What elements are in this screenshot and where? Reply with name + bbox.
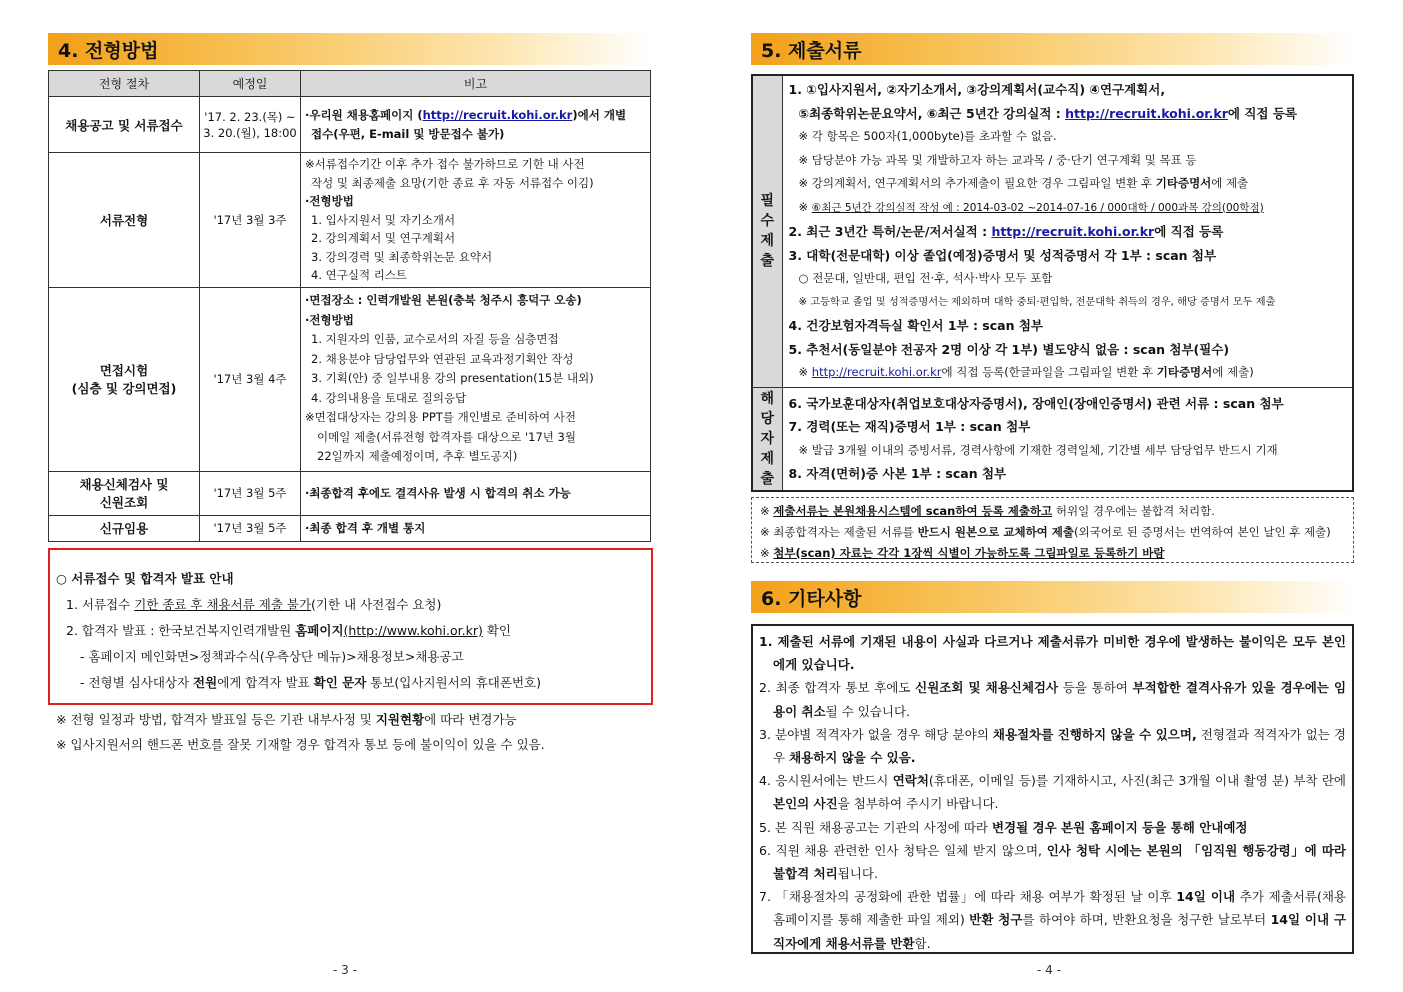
date-cell: '17년 3월 5주 [200,515,301,541]
doc-text: 기타증명서 [1155,176,1212,190]
doc-text: ⑥최근 5년간 강의실적 작성 예 : 2014-03-02 ~2014-07-16 / 000대학 / 000과목 강의(00학점) [811,201,1264,214]
misc-text: 함. [914,935,931,951]
misc-text: 채용하지 않을 수 있음. [789,750,916,766]
date-cell: '17년 3월 5주 [200,471,301,515]
step-cell: 서류전형 [49,153,200,288]
note-text: ※ [760,504,774,518]
method-item: 4. 연구실적 리스트 [311,268,408,282]
notice-item [56,618,641,644]
conditional-label-text: 해당자제출 [760,390,775,487]
doc-note: ※ 각 항목은 500자(1,000byte)를 초과할 수 없음. [798,129,1057,143]
recruit-link[interactable]: http://recruit.kohi.or.kr [422,107,573,122]
method-item: 3. 강의경력 및 최종학위논문 요약서 [311,249,493,264]
announcement-notice-box [48,548,653,705]
note-cell [301,287,651,471]
step-line: 채용신체검사 및 [79,477,169,492]
misc-text: 를 하여야 하며, 반환요청을 청구한 날로부터 [1022,912,1271,928]
conditional-label [752,387,782,491]
method-item: 2. 채용분야 담당업무와 연관된 교육과정기획안 작성 [311,351,574,366]
doc-item: 1. ①입사지원서, ②자기소개서, ③강의계획서(교수직) ④연구계획서, [788,82,1166,97]
table-row [49,287,651,471]
doc-note: ※ 발급 3개월 이내의 증빙서류, 경력사항에 기재한 경력일체, 기간별 세부 담당업무 반드시 기재 [798,442,1278,457]
note-cell: ·최종합격 후에도 결격사유 발생 시 합격의 취소 가능 [301,471,651,515]
doc-item: 3. 대학(전문대학) 이상 졸업(예정)증명서 및 성적증명서 각 1부 : scan 첨부 [788,247,1217,263]
note-text: 제출서류는 본원채용시스템에 scan하여 등록 제출하고 [773,504,1053,518]
doc-text: 에 직접 등록 [1227,105,1297,121]
date-line: '17. 2. 23.(목) ~ [204,109,296,124]
doc-text: ※ [798,365,812,379]
misc-text: 인사 청탁 시에는 본원의 「임직원 행동강령」에 따라 불합격 처리 [773,842,1346,882]
footnote-text: ※ 전형 일정과 방법, 합격자 발표일 등은 기관 내부사정 및 [56,712,376,727]
method-item: 1. 지원자의 인품, 교수로서의 자질 등을 심층면접 [311,332,559,347]
date-cell [200,97,301,153]
method-item: 2. 강의계획서 및 연구계획서 [311,231,456,245]
date-line: 3. 20.(월), 18:00 [203,125,297,140]
misc-text: (휴대폰, 이메일 등)를 기재하시고, 사진(최근 3개월 이내 촬영 분) 부착 란에 [928,773,1346,789]
table-row [49,471,651,515]
required-docs-cell [782,75,1353,387]
step-cell [49,471,200,515]
doc-text: 2. 최근 3년간 특허/논문/저서실적 : [788,224,992,239]
step-line: 신원조회 [99,495,149,510]
doc-item [789,102,1347,126]
misc-item [759,769,1346,815]
method-item: 4. 강의내용을 토대로 질의응답 [311,390,467,405]
section-title-misc: 6. 기타사항 [751,581,1354,613]
notice-text: 전원 [193,675,218,690]
notice-text: 통보(입사지원서의 휴대폰번호) [366,675,541,690]
misc-text: 신원조회 및 채용신체검사 [915,680,1059,696]
misc-text: 14일 이내 [1176,889,1236,905]
misc-item [759,723,1346,769]
note-text: (외국어로 된 증명서는 번역하여 본인 날인 후 제출) [1074,525,1331,539]
col-header-step: 전형 절차 [49,71,200,97]
recruit-link[interactable]: http://recruit.kohi.or.kr [991,224,1155,239]
method-title: ·전형방법 [305,194,354,208]
recruit-link[interactable]: http://recruit.kohi.or.kr [1065,105,1228,121]
notice-text: 확인 문자 [313,675,367,690]
method-item: 1. 입사지원서 및 자기소개서 [311,212,456,227]
doc-note [789,172,1347,196]
submission-note-box [751,497,1354,563]
section-title-selection-method: 4. 전형방법 [48,33,651,65]
doc-text: 기타증명서 [1156,365,1213,379]
notice-text: (기한 내 사전접수 요청) [311,597,442,612]
step-line: 면접시험 [99,363,149,378]
date-cell: '17년 3월 4주 [200,287,301,471]
note-text: ·면접장소 : 인력개발원 본원(충북 청주시 흥덕구 오송) [305,293,582,308]
table-row [49,515,651,541]
misc-text: 본인의 사진 [773,796,838,812]
notice-text: 에게 합격자 발표 [217,675,314,690]
doc-item: 8. 자격(면허)증 사본 1부 : scan 첨부 [788,466,1007,482]
misc-text: 됩니다. [837,866,878,882]
misc-text: 4. 응시원서에는 반드시 [759,773,893,789]
misc-items-box [751,624,1354,954]
notice-text: 2. 합격자 발표 : 한국보건복지인력개발원 [66,623,296,638]
doc-text: 에 직접 등록(한글파일을 그림파일 변환 후 [941,365,1157,379]
doc-note [789,196,1347,221]
footnote-text: 지원현황 [375,712,425,727]
table-row [49,97,651,153]
table-header-row [49,71,651,97]
page-number: - 4 - [1037,963,1061,977]
required-docs-row [752,75,1353,387]
doc-note: ※ 담당분야 가능 과목 및 개발하고자 하는 교과목 / 중·단기 연구계획 및 목표 등 [798,152,1197,167]
doc-note: ○ 전문대, 일반대, 편입 전·후, 석사·박사 모두 포함 [798,271,1053,285]
notice-subitem: - 홈페이지 메인화면>정책과수식(우측상단 메뉴)>채용정보>채용공고 [80,649,464,664]
method-item: 3. 기획(안) 중 일부내용 강의 presentation(15분 내외) [311,371,594,386]
footnote: ※ 입사지원서의 핸드폰 번호를 잘못 기재할 경우 합격자 통보 등에 불이익이 있을 수 있음. [56,737,545,752]
page-4 [701,0,1403,992]
date-cell: '17년 3월 3주 [200,153,301,288]
required-label [752,75,782,387]
note-text: 접수(우편, E-mail 및 방문접수 불가) [311,126,505,141]
submission-note [760,501,1345,522]
note-text: ※ [760,546,774,560]
doc-item: 4. 건강보험자격득실 확인서 1부 : scan 첨부 [788,318,1043,333]
misc-text: 채용절차를 진행하지 않을 수 있으며, [992,726,1197,742]
required-label-text: 필수제출 [760,193,775,270]
misc-text: 5. 본 직원 채용공고는 기관의 사정에 따라 [759,819,992,835]
misc-text: 변경될 경우 본원 홈페이지 등을 통해 안내예정 [991,819,1248,835]
note-cell: ·최종 합격 후 개별 통지 [301,515,651,541]
page-number: - 3 - [333,963,357,977]
note-text: ※면접대상자는 강의용 PPT를 개인별로 준비하여 사전 [305,410,576,425]
recruit-link[interactable]: http://recruit.kohi.or.kr [811,365,942,379]
footnote-text: 에 따라 변경가능 [424,712,517,727]
conditional-docs-cell [782,387,1353,491]
notice-title: ○ 서류접수 및 합격자 발표 안내 [56,571,234,586]
notice-text: - 전형별 심사대상자 [80,675,194,690]
notice-text: 1. 서류접수 [66,597,135,612]
section-title-documents: 5. 제출서류 [751,33,1354,65]
doc-text: 에 직접 등록 [1154,224,1224,239]
footnote [56,710,517,728]
doc-text: ⑤최종학위논문요약서, ⑥최근 5년간 강의실적 : [798,105,1066,121]
doc-text: 에 제출) [1212,365,1254,379]
misc-text: 등을 통하여 [1058,680,1133,696]
doc-item: 5. 추천서(동일분야 전공자 2명 이상 각 1부) 별도양식 없음 : scan 첨부(필수) [788,341,1230,357]
misc-item [759,839,1346,885]
misc-text: 6. 직원 채용 관련한 인사 청탁은 일체 받지 않으며, [759,842,1047,858]
misc-item: 1. 제출된 서류에 기재된 내용이 사실과 다르거나 제출서류가 미비한 경우에 발생하는 불이익은 모두 본인에게 있습니다. [759,634,1346,673]
col-header-date: 예정일 [200,71,301,97]
notice-text: 홈페이지 [295,623,344,638]
note-text: 허위일 경우에는 불합격 처리함. [1052,504,1215,518]
step-cell: 채용공고 및 서류접수 [49,97,200,153]
step-cell [49,287,200,471]
doc-text: ※ [798,199,812,214]
misc-item [759,676,1346,722]
note-text: 이메일 제출(서류전형 합격자를 대상으로 '17년 3월 [317,429,576,444]
submission-note [760,522,1345,543]
misc-text: 반환 청구 [969,912,1023,928]
note-cell [301,97,651,153]
misc-text: 연락처 [892,773,929,789]
col-header-note: 비고 [301,71,651,97]
misc-text: 14일 이내 구직자에게 채용서류를 반환 [773,912,1347,951]
kohi-homepage-link[interactable]: (http://www.kohi.or.kr) [343,623,483,638]
note-text: 반드시 원본으로 교체하여 제출 [917,525,1075,539]
misc-item [759,885,1346,955]
doc-item: 6. 국가보훈대상자(취업보호대상자증명서), 장애인(장애인증명서) 관련 서류 : scan 첨부 [788,395,1284,411]
note-text: 작성 및 최종제출 요망(기한 종료 후 자동 서류접수 이김) [311,175,594,190]
misc-text: 전형결과 적격자가 없는 경우 [773,726,1346,766]
misc-text: 2. 최종 합격자 통보 후에도 [759,680,916,696]
note-text: 첨부(scan) 자료는 각각 1장씩 식별이 가능하도록 그림파일로 등록하기 바람 [773,546,1165,560]
misc-text: 7. 「채용절차의 공정화에 관한 법률」에 따라 채용 여부가 확정된 날 이후 [759,889,1177,905]
note-cell [301,153,651,288]
page-3 [0,0,701,992]
note-text: ※서류접수기간 이후 추가 접수 불가하므로 기한 내 사전 [305,157,585,171]
doc-note [789,361,1347,385]
conditional-docs-row [752,387,1353,491]
notice-subitem [56,670,641,696]
table-row [49,153,651,288]
note-text: )에서 개별 [572,107,627,122]
note-text: ※ 최종합격자는 제출된 서류를 [760,525,918,539]
notice-text: 기한 종료 후 채용서류 제출 불가 [134,597,312,612]
step-line: (심층 및 강의면접) [71,381,177,396]
notice-text: 확인 [482,623,511,638]
step-cell: 신규임용 [49,515,200,541]
misc-text: 추가 제출서류(채용 홈페이지를 통해 제출한 파일 제외) [773,889,1346,928]
doc-item: 7. 경력(또는 재직)증명서 1부 : scan 첨부 [788,419,1031,435]
submission-note [760,543,1345,564]
misc-item [759,816,1346,839]
doc-text: ※ 강의계획서, 연구계획서의 추가제출이 필요한 경우 그림파일 변환 후 [798,176,1156,190]
misc-text: 3. 분야별 적격자가 없을 경우 해당 분야의 [759,726,993,742]
documents-table [751,74,1354,492]
notice-item [56,592,641,618]
schedule-table [48,70,651,542]
note-text: 22일까지 제출예정이며, 추후 별도공지) [317,449,518,464]
doc-item [789,220,1347,244]
method-title: ·전형방법 [305,312,354,327]
misc-text: 부적합한 결격사유가 있을 경우에는 임용이 취소 [773,680,1347,719]
doc-text: 에 제출 [1211,176,1249,190]
doc-note: ※ 고등학교 졸업 및 성적증명서는 제외하며 대학 중퇴·편입학, 전문대학 취득의 경우, 해당 증명서 모두 제출 [798,296,1276,308]
misc-text: 될 수 있습니다. [825,703,911,719]
misc-text: 을 첨부하여 주시기 바랍니다. [837,796,999,812]
note-text: ·우리원 채용홈페이지 ( [305,107,423,122]
